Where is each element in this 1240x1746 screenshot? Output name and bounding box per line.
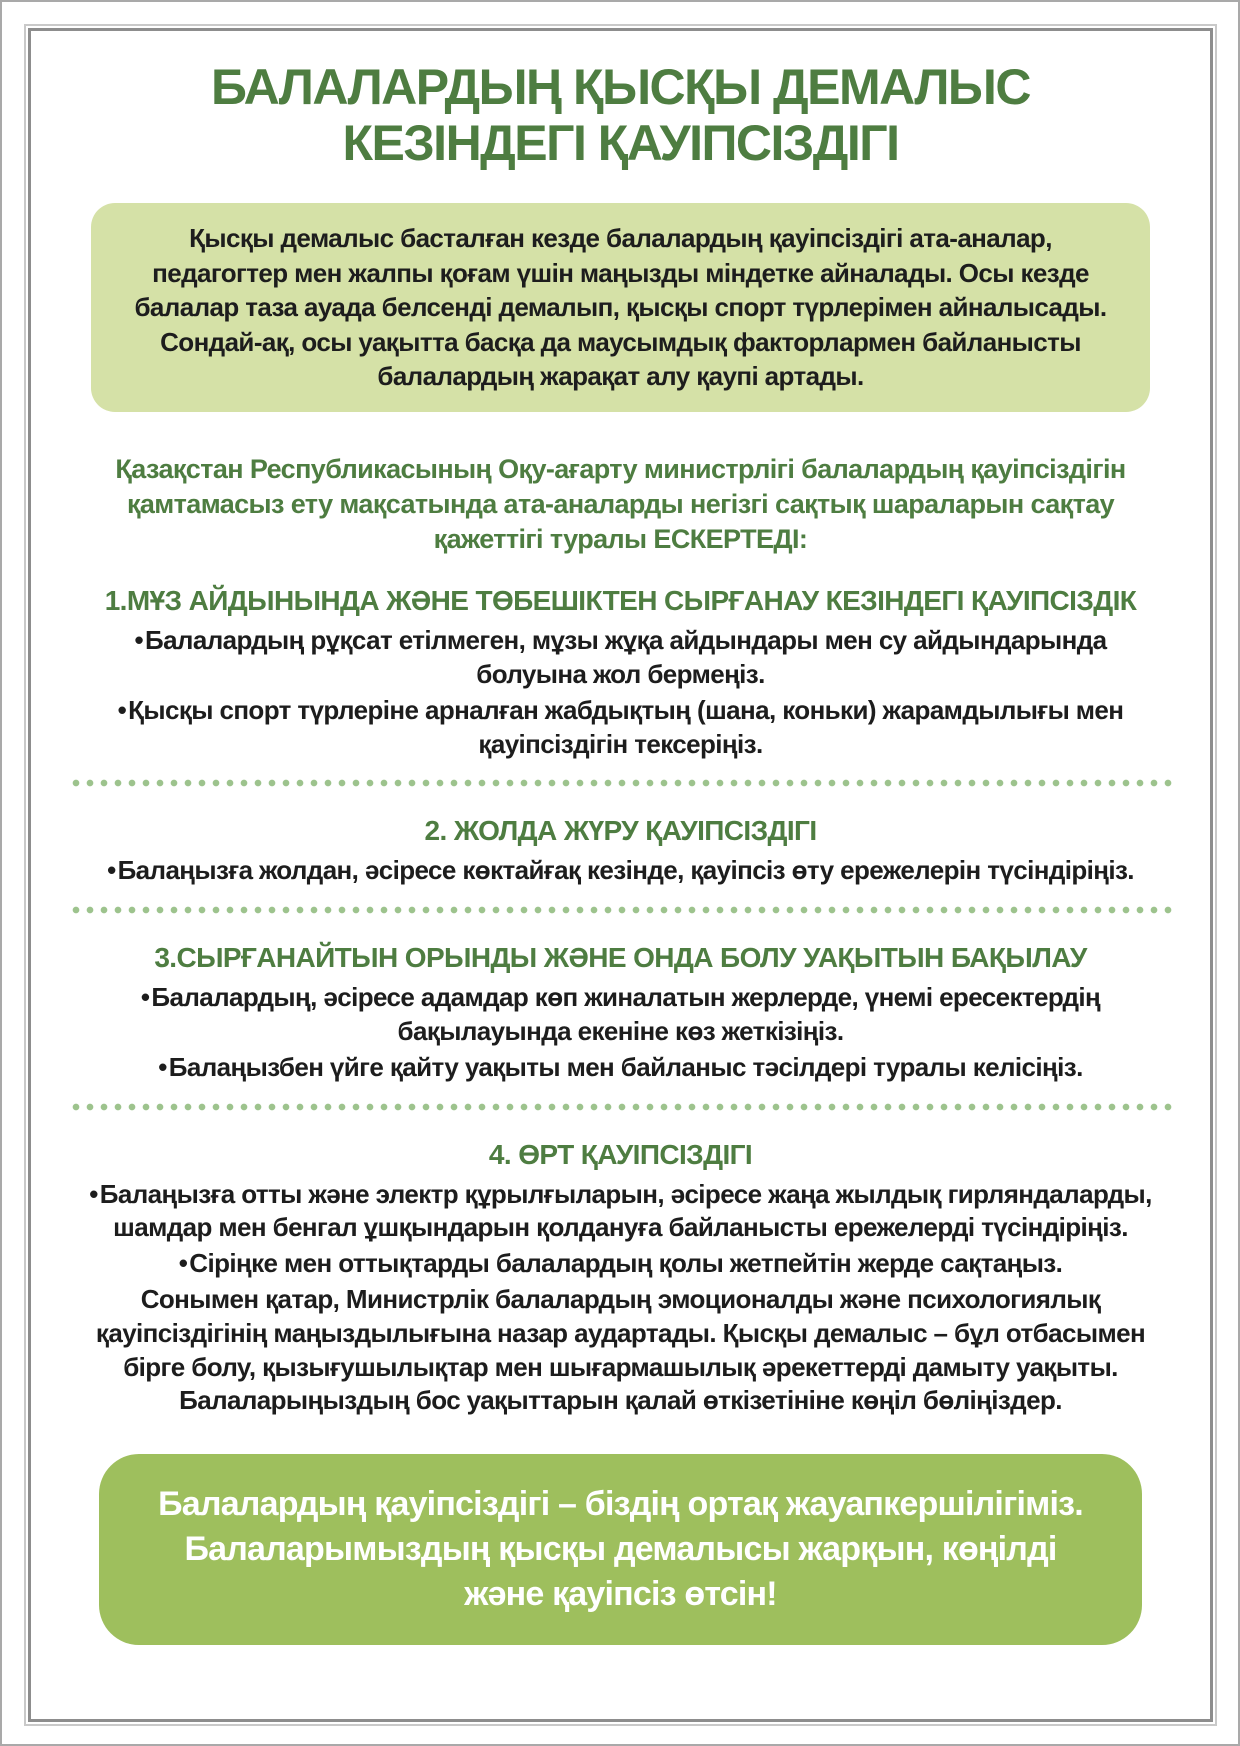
dotted-divider — [69, 906, 1172, 914]
bullet-item: • Балаңызбен үйге қайту уақыты мен байланыс тәсілдері туралы келісіңіз. — [83, 1051, 1158, 1085]
page-title — [67, 59, 1174, 171]
bullet-item: • Балалардың, әсіресе адамдар көп жиналатын жерлерде, үнемі ересектердің бақылауында екеніне көз жеткізіңіз. — [83, 981, 1158, 1049]
bullet-item: • Қысқы спорт түрлеріне арналған жабдықтың (шана, коньки) жарамдылығы мен қауіпсіздігін тексеріңіз. — [83, 694, 1158, 762]
dotted-divider — [69, 779, 1172, 787]
section-heading: 3.СЫРҒАНАЙТЫН ОРЫНДЫ ЖӘНЕ ОНДА БОЛУ УАҚЫТЫН БАҚЫЛАУ — [154, 942, 1087, 974]
ministry-note: Қазақстан Республикасының Оқу-ағарту министрлігі балалардың қауіпсіздігін қамтамасыз ету мақсатында ата-аналарды негізгі сақтық шараларын сақтау қажеттігі туралы ЕСКЕРТЕДІ: — [115, 453, 1126, 555]
intro-highlight-box — [91, 203, 1150, 412]
bullet-item: • Балаңызға отты және электр құрылғыларын, әсіресе жаңа жылдық гирляндаларды, шамдар мен бенгал ұшқындарын қолдануға байланысты ережелерді түсіндіріңіз. — [83, 1178, 1158, 1246]
section-fire-safety — [57, 1137, 1184, 1419]
page-frame-outer — [24, 24, 1217, 1726]
section-road-safety — [57, 813, 1184, 888]
page-title-line2: КЕЗІНДЕГІ ҚАУІПСІЗДІГІ — [342, 115, 899, 171]
footer-highlight-box — [99, 1454, 1142, 1645]
section-heading: 2. ЖОЛДА ЖҮРУ ҚАУІПСІЗДІГІ — [424, 815, 817, 847]
bullet-item: • Балаңызға жолдан, әсіресе көктайғақ кезінде, қауіпсіз өту ережелерін түсіндіріңіз. — [83, 854, 1158, 888]
section-sledding-place-control — [57, 940, 1184, 1084]
page-title-line1: БАЛАЛАРДЫҢ ҚЫСҚЫ ДЕМАЛЫС — [211, 59, 1030, 115]
section-heading: 4. ӨРТ ҚАУІПСІЗДІГІ — [488, 1138, 753, 1170]
section-ice-safety — [57, 583, 1184, 761]
footer-text: Балалардың қауіпсіздігі – біздің ортақ жауапкершілігіміз. Балаларымыздың қысқы демалысы жарқын, көңілді және қауіпсіз өтсін! — [158, 1485, 1083, 1613]
section-heading: 1.МҰЗ АЙДЫНЫНДА ЖӘНЕ ТӨБЕШІКТЕН СЫРҒАНАУ КЕЗІНДЕГІ ҚАУІПСІЗДІК — [104, 585, 1137, 617]
page-frame-inner — [28, 28, 1213, 1722]
bullet-item: • Балалардың рұқсат етілмеген, мұзы жұқа айдындары мен су айдындарында болуына жол бермеңіз. — [83, 624, 1158, 692]
dotted-divider — [69, 1103, 1172, 1111]
bullet-item: • Сіріңке мен оттықтарды балалардың қолы жетпейтін жерде сақтаңыз. — [83, 1247, 1158, 1281]
intro-text: Қысқы демалыс басталған кезде балалардың қауіпсіздігі ата-аналар, педагогтер мен жалпы қоғам үшін маңызды міндетке айналады. Осы кезде балалар таза ауада белсенді демалып, қысқы спорт түрлерімен айналысады. Сондай-ақ, осы уақытта басқа да маусымдық факторлармен байланысты балалардың жарақат алу қаупі артады. — [134, 223, 1107, 392]
closing-paragraph: Сонымен қатар, Министрлік балалардың эмоционалды және психологиялық қауіпсіздігінің маңыздылығына назар аудартады. Қысқы демалыс – бұл отбасымен бірге болу, қызығушылықтар мен шығармашылық әрекеттерді дамыту уақыты. Балаларыңыздың бос уақыттарын қалай өткізетініне көңіл бөліңіздер. — [95, 1283, 1146, 1416]
